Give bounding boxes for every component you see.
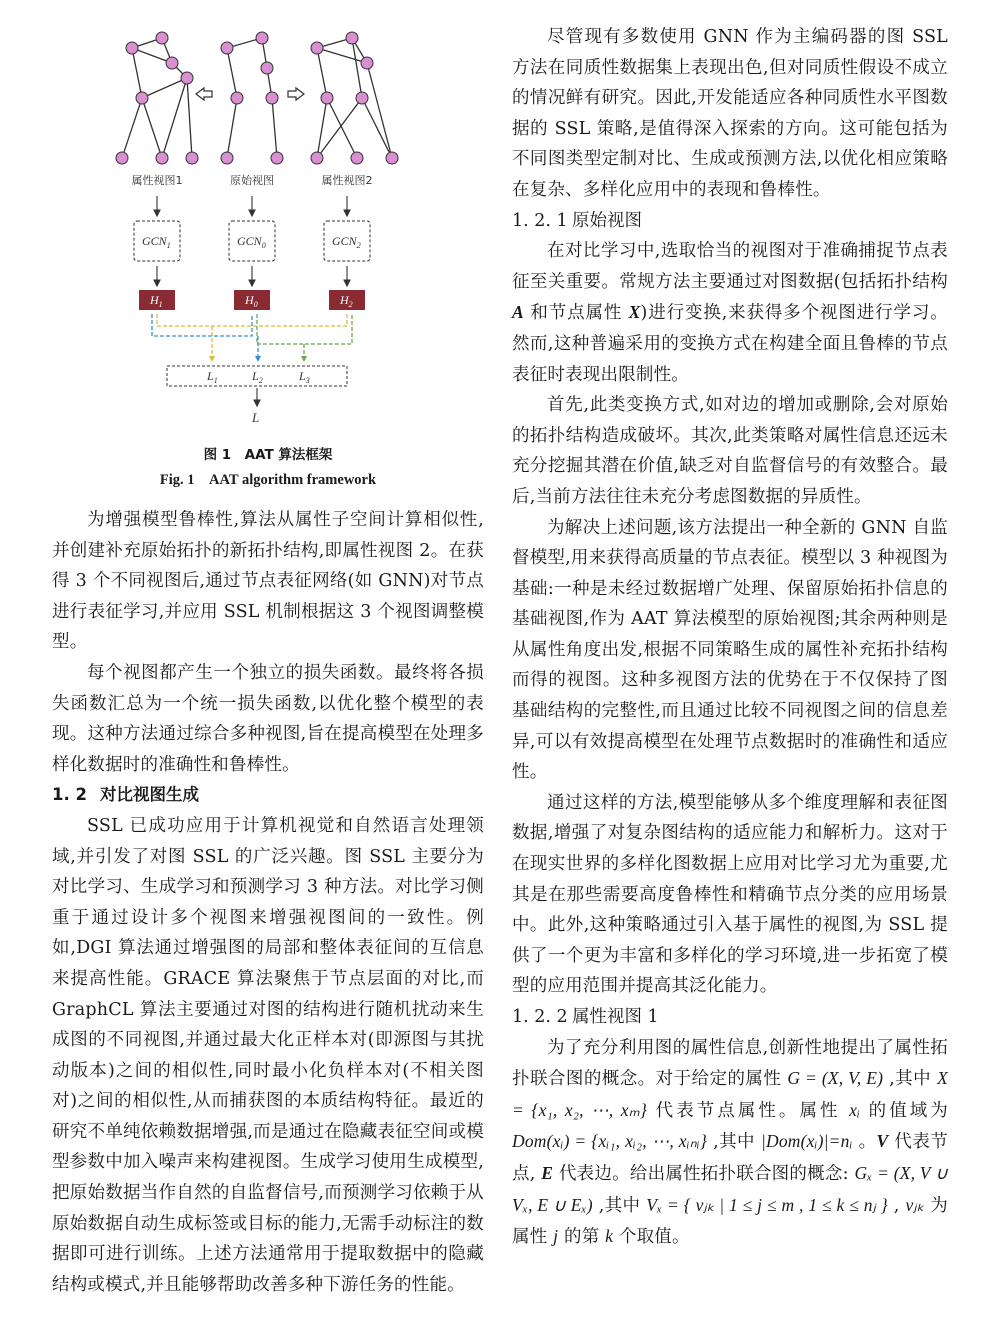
- framework-figure: [112, 18, 412, 438]
- h-label-2: H: [340, 293, 349, 307]
- svg-text:GCN1: [142, 234, 171, 250]
- loss-sub-2: 2: [258, 376, 263, 385]
- view-label-original: 原始视图: [230, 174, 274, 187]
- svg-text:L2: [251, 369, 263, 385]
- subsection-heading-1-2-2: [512, 1002, 948, 1033]
- subsection-title: 原始视图: [572, 210, 642, 231]
- gcn-label-2: GCN: [332, 234, 357, 248]
- loss-label-2: L: [252, 369, 259, 383]
- graph-attr-view-1: [122, 38, 192, 158]
- section-heading-1-2: [52, 780, 484, 811]
- left-paragraph-3: SSL 已成功应用于计算机视觉和自然语言处理领域,并引发了对图 SSL 的广泛兴趣。图 SSL 主要分为对比学习、生成学习和预测学习 3 种方法。对比学习侧重于通过设计多个视图来增强视图间的一致性。例如,DGI 算法通过增强图的局部和整体表征间的互信息来提高性能。GRACE 算法聚焦于节点层面的对比,而 GraphCL 算法主要通过对图的结构进行随机扰动来生成图的不同视图,并通过最大化正样本对(即源图与其扰动版本)之间的相似性,同时最小化负样本对(不相关图对)之间的相似性,从而捕获图的本质结构特征。最近的研究不单纯依赖数据增强,而是通过在隐藏表征空间或模型参数中加入噪声来构建视图。生成学习使用生成模型,把原始数据当作自然的自监督信号,而预测学习依赖于从原始数据自动生成标签或目标的能力,无需手动标注的数据即可进行训练。上述方法通常用于提取数据中的隐藏结构或模式,并且能够帮助改善多种下游任务的性能。: [52, 815, 484, 1295]
- gcn-label-1: GCN: [142, 234, 167, 248]
- view-label-attr-2: 属性视图2: [321, 174, 373, 187]
- subsection-heading-1-2-1: [512, 206, 948, 237]
- gcn-sub-1: 1: [166, 241, 171, 250]
- augment-arrow-left: [196, 88, 212, 100]
- h-sub-1: 1: [158, 300, 163, 309]
- gcn-label-0: GCN: [237, 234, 262, 248]
- h-sub-2: 2: [348, 300, 353, 309]
- right-paragraph-3: 首先,此类变换方式,如对边的增加或删除,会对原始的拓扑结构造成破坏。其次,此类策略对属性信息还远未充分挖掘其潜在价值,缺乏对自监督信号的有效整合。最后,当前方法往往未充分考虑图数据的异质性。: [512, 395, 948, 507]
- loss-label-3: L: [299, 369, 306, 383]
- h-label-0: H: [245, 293, 254, 307]
- left-paragraph-2: 每个视图都产生一个独立的损失函数。最终将各损失函数汇总为一个统一损失函数,以优化整个模型的表现。这种方法通过综合多种视图,旨在提高模型在处理多样化数据时的准确性和鲁棒性。: [52, 662, 484, 775]
- subsection-number: 1. 2. 1: [512, 210, 568, 231]
- h-sub-0: 0: [253, 300, 258, 309]
- svg-text:GCN2: [332, 234, 361, 250]
- h-label-1: H: [150, 293, 159, 307]
- gcn-sub-2: 2: [356, 241, 361, 250]
- loss-sub-3: 3: [305, 376, 310, 385]
- svg-text:GCN0: [237, 234, 266, 250]
- section-title: 对比视图生成: [100, 785, 199, 805]
- right-paragraph-5: 通过这样的方法,模型能够从多个维度理解和表征图数据,增强了对复杂图结构的适应能力和解析力。这对于在现实世界的多样化图数据上应用对比学习尤为重要,尤其是在那些需要高度鲁棒性和精确节点分类的应用场景中。此外,这种策略通过引入基于属性的视图,为 SSL 提供了一个更为丰富和多样化的学习环境,进一步拓宽了模型的应用范围并提高其泛化能力。: [512, 792, 948, 997]
- subsection-title-2: 属性视图 1: [572, 1007, 659, 1027]
- augment-arrow-right: [288, 88, 304, 100]
- loss-sub-1: 1: [213, 376, 218, 385]
- loss-label-1: L: [207, 369, 214, 383]
- figure-caption-en: Fig. 1 AAT algorithm framework: [159, 472, 377, 488]
- subsection-number-2: 1. 2. 2: [512, 1007, 568, 1027]
- right-paragraph-2: 在对比学习中,选取恰当的视图对于准确捕捉节点表征至关重要。常规方法主要通过对图数据(包括拓扑结构 A 和节点属性 X)进行变换,来获得多个视图进行学习。然而,这种普遍采用的变换方式在构建全面且鲁棒的节点表征时表现出限制性。: [512, 241, 948, 385]
- view-label-attr-1: 属性视图1: [131, 174, 183, 187]
- total-loss-label: L: [252, 410, 260, 425]
- svg-text:L3: [298, 369, 310, 385]
- right-paragraph-6: 为了充分利用图的属性信息,创新性地提出了属性拓扑联合图的概念。对于给定的属性 G = (X, V, E) ,其中 X = {x₁, x₂, ⋯, xₘ} 代表节点属性。属性 xᵢ 的值域为 Dom(xᵢ) = {xᵢ₁, xᵢ₂, ⋯, xᵢₙᵢ} ,其中 |Dom(xᵢ)|=nᵢ 。V 代表节点, E 代表边。给出属性拓扑联合图的概念: Gₓ = (X, V ∪ Vₓ, E ∪ Eₓ) ,其中 Vₓ = { vⱼₖ | 1 ≤ j ≤ m , 1 ≤ k ≤ nⱼ } , vⱼₖ 为属性 j 的第 k 个取值。: [512, 1037, 948, 1248]
- left-paragraph-1: 为增强模型鲁棒性,算法从属性子空间计算相似性,并创建补充原始拓扑的新拓扑结构,即属性视图 2。在获得 3 个不同视图后,通过节点表征网络(如 GNN)对节点进行表征学习,并应用 SSL 机制根据这 3 个视图调整模型。: [52, 510, 484, 653]
- gcn-sub-0: 0: [261, 241, 266, 250]
- right-paragraph-4: 为解决上述问题,该方法提出一种全新的 GNN 自监督模型,用来获得高质量的节点表征。模型以 3 种视图为基础:一种是未经过数据增广处理、保留原始拓扑信息的基础视图,作为 AAT 算法模型的原始视图;其余两种则是从属性角度出发,根据不同策略生成的属性补充拓扑结构而得的视图。这种多视图方法的优势在于不仅保持了图基础结构的完整性,而且通过比较不同视图之间的信息差异,可以有效提高模型在处理节点数据时的准确性和适应性。: [512, 517, 948, 783]
- loss-connectors: [152, 314, 352, 358]
- svg-text:L1: [206, 369, 218, 385]
- section-number: 1. 2: [52, 785, 87, 805]
- figure-caption-cn: 图 1 AAT 算法框架: [203, 447, 333, 463]
- right-paragraph-1: 尽管现有多数使用 GNN 作为主编码器的图 SSL 方法在同质性数据集上表现出色,但对同质性假设不成立的情况鲜有研究。因此,开发能适应各种同质性水平图数据的 SSL 策略,是值得深入探索的方向。这可能包括为不同图类型定制对比、生成或预测方法,以优化相应策略在复杂、多样化应用中的表现和鲁棒性。: [512, 27, 948, 200]
